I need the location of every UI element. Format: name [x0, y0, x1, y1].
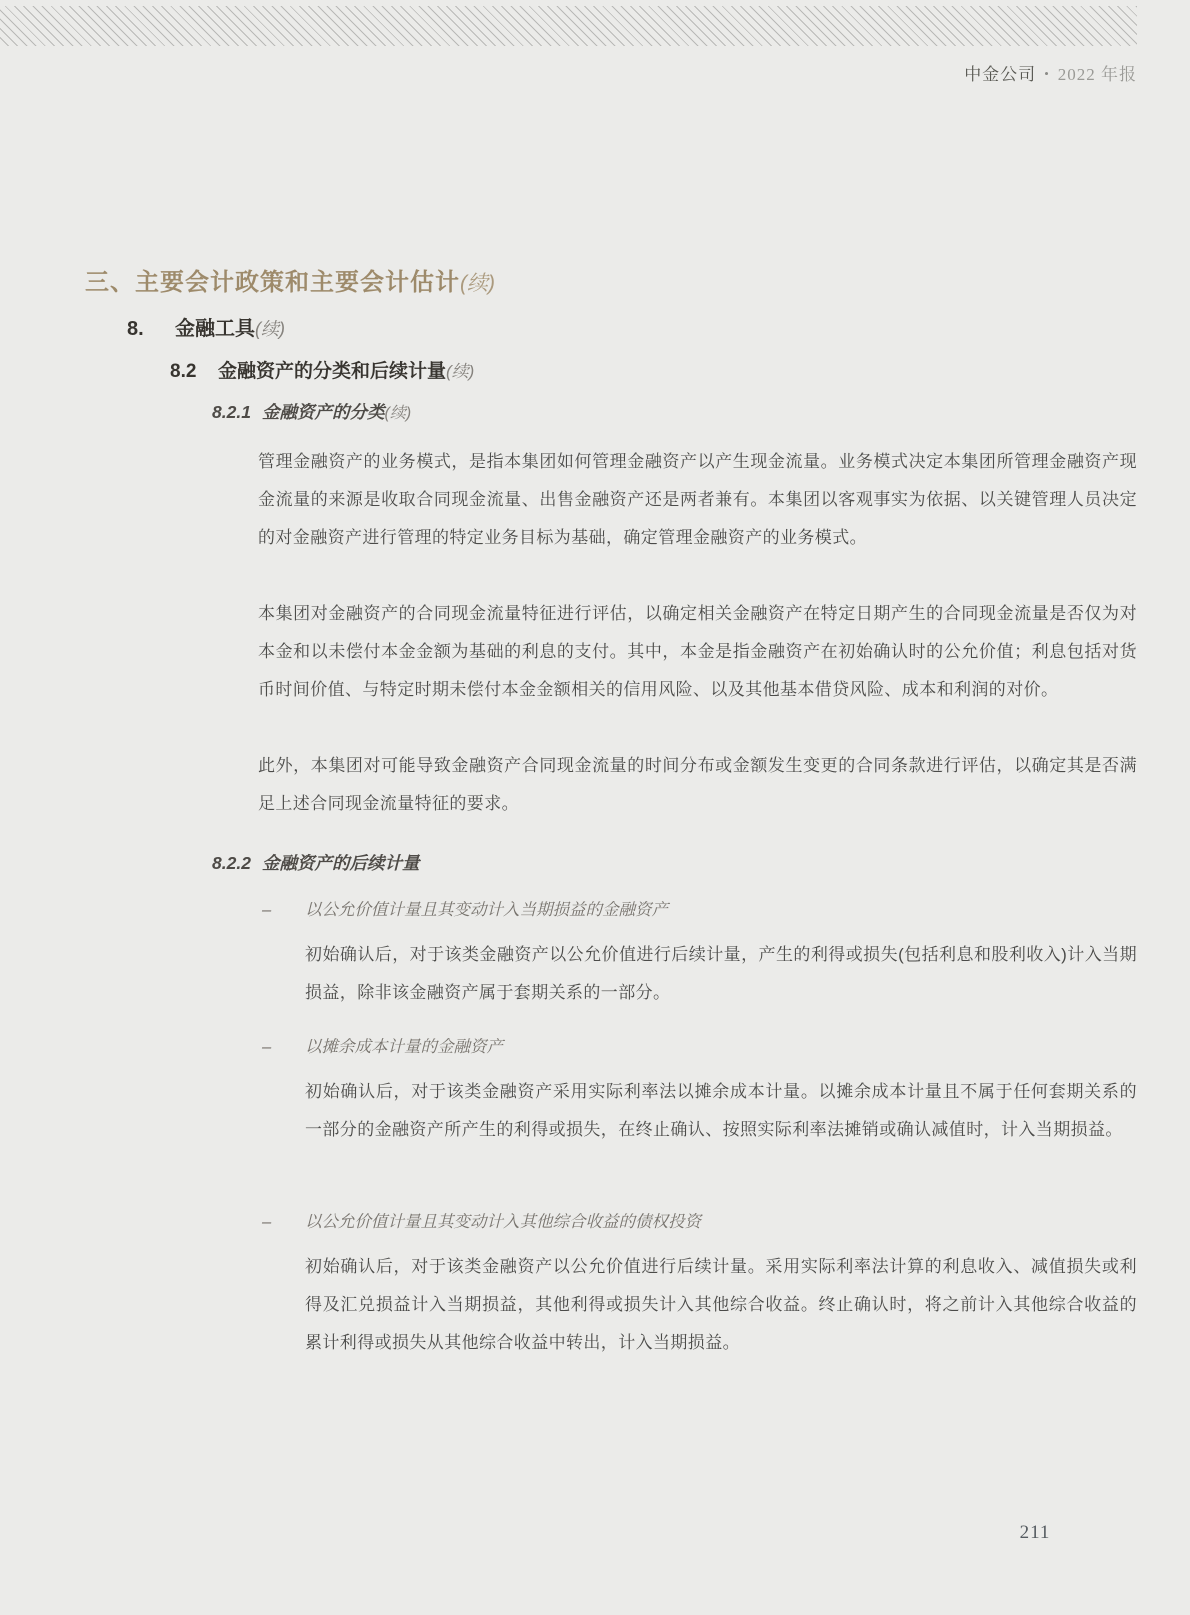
heading-label: 金融资产的分类 — [262, 402, 385, 422]
page-number: 211 — [1019, 1522, 1051, 1543]
heading-number: 8.2.1 — [212, 402, 251, 422]
bullet-dash: – — [262, 1213, 272, 1231]
bullet-dash: – — [262, 1038, 272, 1056]
section-title — [85, 262, 495, 297]
heading-number: 8.2 — [170, 361, 197, 382]
bullet-dash: – — [262, 901, 272, 919]
heading-continued-mark: (续) — [446, 362, 475, 381]
paragraph-business-model: 管理金融资产的业务模式，是指本集团如何管理金融资产以产生现金流量。业务模式决定本集团所管理金融资产现金流量的来源是收取合同现金流量、出售金融资产还是两者兼有。本集团以客观事实为依据、以关键管理人员决定的对金融资产进行管理的特定业务目标为基础，确定管理金融资产的业务模式。 — [258, 452, 1137, 547]
bullet-fvtpl-title — [262, 896, 668, 920]
section-title-text: 三、主要会计政策和主要会计估计 — [85, 269, 460, 296]
heading-8-2-2-subsequent-measurement — [212, 850, 420, 875]
bullet-title-text: 以摊余成本计量的金融资产 — [305, 1038, 503, 1056]
heading-8-2-classification-measurement — [170, 356, 474, 383]
section-title-continued-mark: (续) — [460, 272, 495, 295]
heading-label: 金融工具 — [175, 318, 255, 340]
heading-8-financial-instruments — [127, 312, 285, 341]
heading-label: 金融资产的分类和后续计量 — [218, 361, 447, 382]
heading-number: 8. — [127, 318, 144, 340]
bullet-fvoci-debt-body: 初始确认后，对于该类金融资产以公允价值进行后续计量。采用实际利率法计算的利息收入、减值损失或利得及汇兑损益计入当期损益，其他利得或损失计入其他综合收益。终止确认时，将之前计入其他综合收益的累计利得或损失从其他综合收益中转出，计入当期损益。 — [305, 1257, 1137, 1352]
header-separator-dot: • — [1044, 66, 1050, 81]
report-year: 2022 年报 — [1057, 65, 1137, 84]
company-name: 中金公司 — [964, 65, 1037, 84]
heading-continued-mark: (续) — [255, 319, 285, 339]
bullet-title-text: 以公允价值计量且其变动计入其他综合收益的债权投资 — [305, 1213, 701, 1231]
decorative-hatch-band — [0, 6, 1137, 46]
bullet-amortized-cost-title — [262, 1033, 503, 1057]
bullet-title-text: 以公允价值计量且其变动计入当期损益的金融资产 — [305, 901, 668, 919]
heading-8-2-1-classification — [212, 399, 411, 424]
running-header — [0, 60, 1137, 85]
bullet-fvoci-debt-title — [262, 1208, 701, 1232]
heading-number: 8.2.2 — [212, 853, 251, 873]
paragraph-cash-flow-characteristics: 本集团对金融资产的合同现金流量特征进行评估，以确定相关金融资产在特定日期产生的合同现金流量是否仅为对本金和以未偿付本金金额为基础的利息的支付。其中，本金是指金融资产在初始确认时的公允价值；利息包括对货币时间价值、与特定时期未偿付本金金额相关的信用风险、以及其他基本借贷风险、成本和利润的对价。 — [258, 604, 1137, 699]
heading-continued-mark: (续) — [384, 405, 412, 422]
bullet-amortized-cost-body: 初始确认后，对于该类金融资产采用实际利率法以摊余成本计量。以摊余成本计量且不属于任何套期关系的一部分的金融资产所产生的利得或损失，在终止确认、按照实际利率法摊销或确认减值时，计入当期损益。 — [305, 1082, 1137, 1139]
bullet-fvtpl-body: 初始确认后，对于该类金融资产以公允价值进行后续计量，产生的利得或损失(包括利息和股利收入)计入当期损益，除非该金融资产属于套期关系的一部分。 — [305, 945, 1137, 1002]
paragraph-contract-terms-assessment: 此外，本集团对可能导致金融资产合同现金流量的时间分布或金额发生变更的合同条款进行评估，以确定其是否满足上述合同现金流量特征的要求。 — [258, 756, 1137, 813]
heading-label: 金融资产的后续计量 — [262, 853, 420, 873]
